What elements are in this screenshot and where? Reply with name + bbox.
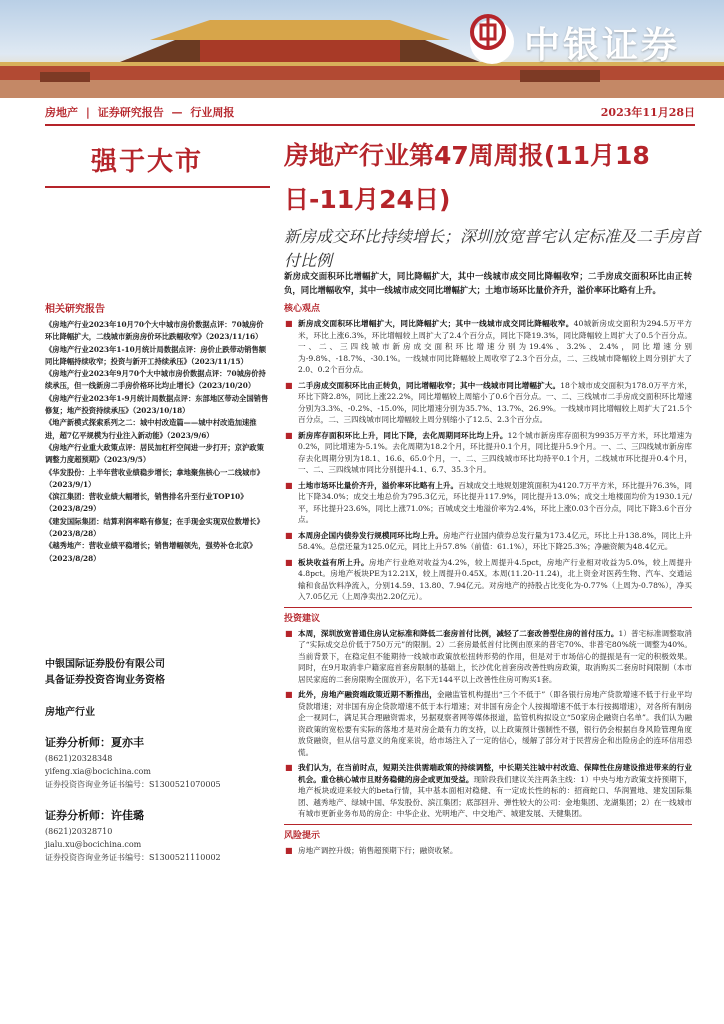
bullet-body: 百城成交土地规划建筑面积为4120.7万平方米，环比提升76.3%，同比下降34.0%；成交土地总价为795.3亿元，环比提升117.9%，同比提升13.0%；成交土地楼面均价为1930.1元/平，环比提升23.6%，同比上涨71.0%；百城成交土地溢价率为2.4%，环比上涨0.03个百分点，同比下降3.6个百分点。: [298, 480, 692, 525]
analyst-cert: 证券投资咨询业务证书编号：S1300521070005: [45, 780, 221, 789]
report-meta-bar: 房地产 | 证券研究报告 — 行业周报 2023年11月28日: [45, 100, 695, 124]
analyst-cert: 证券投资咨询业务证书编号：S1300521110002: [45, 853, 221, 862]
bullet-point: [284, 530, 692, 553]
bullet-body: 12个城市新房库存面积为9935万平方米，环比增速为0.2%，同比增速为-5.1%。去化周期为18.2个月，环比提升0.1个月，同比提升5.9个月。一、二、三四线城市新房库存去化周期分别为18.1、16.6、65.0个月，一、二、三四线城市环比均持平0.1个月，二线城市环比提升0.4个月，一、二、三四线城市同比分别提升4.1、6.7、35.3个月。: [298, 430, 692, 475]
analyst-phone: (8621)20328710: [45, 827, 113, 836]
analyst: [45, 807, 270, 864]
bullet-point: [284, 430, 692, 476]
page-title: 房地产行业第47周周报(11月18日-11月24日): [284, 141, 650, 214]
related-report-item[interactable]: 《房地产行业2023年1-10月统计局数据点评：房价止跌带动销售额同比降幅持续收窄；投资与新开工持续承压》（2023/11/15）: [45, 344, 266, 366]
divider: [45, 186, 270, 188]
related-report-item[interactable]: 《房地产行业重大政策点评：居民加杠杆空间进一步打开；京沪政策调整力度超预期》（2023/9/5）: [45, 442, 264, 465]
core-points: [284, 318, 692, 603]
related-report-item[interactable]: 《滨江集团：营收业绩大幅增长，销售排名升至行业TOP10》（2023/8/29）: [45, 492, 248, 514]
core-heading: 核心观点: [284, 304, 321, 315]
brand-name: 中银证券: [524, 24, 681, 66]
analyst-phone: (8621)20328348: [45, 754, 113, 763]
bullet-point: [284, 689, 692, 758]
summary: 新房成交面积环比增幅扩大，同比降幅扩大，其中一线城市成交同比降幅收窄；二手房成交面积环比由正转负，同比增幅收窄，其中一线城市成交同比增幅扩大；土地市场环比量价齐升，溢价率环比略有上升。: [284, 271, 692, 295]
bullet-body: 房地产行业绝对收益为4.2%，较上周提升4.5pct，房地产行业相对收益为5.0%，较上周提升4.8pct。房地产板块PE为12.21X，较上周提升0.45X。本周(11.20-11.24)，北上资金对医药生物、汽车、交通运输和食品饮料净流入，分别14.59、13.80、7.94亿元。对房地产的持股占比变化为-0.77%（上周为-0.78%），净买入7.05亿元（上周净卖出2.20亿元）。: [298, 557, 693, 602]
bullet-lead: 土地市场环比量价齐升，溢价率环比略有上升。: [298, 480, 459, 490]
firm-sector: 房地产行业: [45, 707, 95, 718]
divider: [284, 824, 692, 825]
bullet-point: [284, 318, 692, 376]
bullet-point: [284, 480, 692, 526]
analyst-role: 证券分析师：许佳璐: [45, 809, 144, 822]
related-heading: 相关研究报告: [45, 304, 105, 315]
bullet-point: [284, 762, 692, 820]
analyst-role: 证券分析师：夏亦丰: [45, 736, 144, 749]
bullet-point: [284, 380, 692, 426]
bullet-point: [284, 628, 692, 686]
analyst-email[interactable]: yifeng.xia@bocichina.com: [45, 767, 151, 776]
header-banner: [0, 0, 724, 98]
bullet-lead: 本周，深圳放宽普通住房认定标准和降低二套房首付比例，减轻了二套改善型住房的首付压力。: [298, 628, 619, 638]
firm-name: 中银国际证券股份有限公司: [45, 659, 165, 670]
related-list: [45, 319, 270, 565]
report-date: 2023年11月28日: [600, 106, 695, 119]
bullet-body: 40城新房成交面积为294.5万平方米，环比上涨6.3%，环比增幅较上周扩大了2.4个百分点，同比下降19.3%，同比降幅较上周扩大了0.5个百分点。一、二、三四线城市新房成交面积环比增速分别为19.4%、3.2%、2.4%，同比增速分别为-9.8%、-18.7%、-30.1%。一线城市同比降幅较上周收窄了2.3个百分点，二、三线城市降幅较上周分别扩大了2.0、0.2个百分点。: [298, 319, 692, 375]
rating: 强于大市: [91, 147, 204, 177]
bullet-body: 现阶段我们建议关注两条主线：1）中央与地方政策支持预期下，地产板块或迎来较大的beta行情，其中基本面相对稳健、有一定成长性的标的：招商蛇口、华润置地、建发国际集团、越秀地产、绿城中国、华发股份、滨江集团；底部回升、弹性较大的公司：金地集团、龙湖集团；2）在一线城市有城市更新业务布局的房企：中华企业、光明地产、中交地产、城建发展、天健集团。: [298, 774, 693, 819]
firm-info: [45, 657, 270, 864]
analyst-email[interactable]: jialu.xu@bocichina.com: [45, 840, 142, 849]
bullet-lead: 此外，房地产融资端政策近期不断推出，: [298, 690, 437, 700]
bullet-body: 房地产行业国内债券总发行量为173.4亿元，环比上升138.8%，同比上升58.4%。总偿还量为125.0亿元，同比上升57.8%（前值：61.1%），环比下降25.3%；净融资额为48.4亿元。: [298, 530, 692, 552]
category: 房地产: [45, 106, 78, 119]
bullet-lead: 新房库存面积环比上升，同比下降，去化周期同环比均上升。: [298, 430, 508, 440]
related-report-item[interactable]: 《房地产行业2023年10月70个大中城市房价数据点评：70城房价环比降幅扩大，二线城市新房房价环比跌幅收窄》（2023/11/16）: [45, 320, 264, 342]
report-type: 证券研究报告: [97, 106, 164, 119]
bullet-body: 1）普宅标准调整取消了“实际成交总价低于750万元”的限制。2）二套房最低首付比例由原来的普宅70%、非普宅80%统一调整为40%。当前背景下，在稳定但不能期待一线城市政策放松扭转形势的作用，但是对于市场信心的提振是有一定的积极效果。同时，在9月取消非户籍家庭首套房限制的基础上，长沙优化首套房改善性购房政策，取消购买二套房时间限制（本市居民家庭的二套房限购全面放开），名下无144平以上改善性住房可购买1套。: [298, 628, 692, 684]
bullet-lead: 二手房成交面积环比由正转负，同比增幅收窄；其中一线城市同比增幅扩大。: [298, 380, 561, 390]
bullet-point: [284, 557, 692, 603]
related-report-item[interactable]: 《华发股份：上半年营收业绩稳步增长；拿地聚焦核心一二线城市》（2023/9/1）: [45, 467, 264, 489]
invest-points: [284, 628, 692, 820]
related-report-item[interactable]: 《越秀地产：营收业绩平稳增长；销售增幅领先，强势补仓北京》（2023/8/28）: [45, 541, 257, 563]
bullet-body: 金融监管机构提出“三个不低于”（即各银行房地产贷款增速不低于行业平均贷款增速；对非国有房企贷款增速不低于本行增速；对非国有房企个人按揭增速不低于本行按揭增速），对各所有制房企一视同仁，满足其合理融资需求，另据观察者网等媒体报道，监管机构拟设立“50家房企融资白名单”。我们认为融资政策的宽松要有实际的落地才是对房企最有力的支持，以上政策预计强制性不强，银行仍会根据自身风险管理角度放贷融资，但从信号意义的角度来说，给市场注入了一定的信心，缓解了部分对于民营房企和出险房企的连环信用恐慌。: [298, 690, 692, 757]
firm-qualification: 具备证券投资咨询业务资格: [45, 675, 165, 686]
bullet-lead: 新房成交面积环比增幅扩大，同比降幅扩大；其中一线城市成交同比降幅收窄。: [298, 319, 574, 329]
report-kind: 行业周报: [190, 106, 235, 119]
boc-coin-icon: [470, 20, 514, 64]
invest-heading: 投资建议: [284, 613, 321, 624]
bullet-lead: 板块收益有所上升。: [298, 557, 369, 567]
risk-heading: 风险提示: [284, 830, 321, 841]
related-report-item[interactable]: 《地产新模式探索系列之二：城中村改造篇——城中村改造加速推进，超7亿平规模为行业注入新动能》（2023/9/6）: [45, 418, 257, 440]
page-subtitle: 新房成交环比持续增长；深圳放宽普宅认定标准及二手房首付比例: [284, 227, 701, 270]
bullet-body: 18个城市成交面积为178.0万平方米，环比下降2.8%，同比上涨22.2%，同比增幅较上周缩小了0.6个百分点。一、二、三线城市二手房成交面积环比增速分别为3.3%、-0.2%、-15.0%，同比增速分别为35.7%、13.7%、26.9%。一线城市同比增幅较上周扩大了21.5个百分点，二、三四线城市同比增幅较上周分别缩小了12.5、2.3个百分点。: [298, 380, 692, 425]
related-report-item[interactable]: 《房地产行业2023年1-9月统计局数据点评：东部地区带动全国销售修复；地产投资持续承压》（2023/10/18）: [45, 393, 269, 416]
related-report-item[interactable]: 《建发国际集团：结算利润率略有修复；在手现金实现双位数增长》（2023/8/28）: [45, 516, 264, 539]
bullet-lead: 我们认为，在当前时点，短期关注供需端政策的持续调整，中长期关注城中村改造、保障性住房建设推进带来的行业机会。重仓核心城市且财务稳健的房企或更加受益。: [298, 763, 692, 784]
bullet-lead: 本周房企国内债券发行规模同环比均上升。: [298, 530, 443, 540]
related-reports: [45, 300, 270, 565]
brand-logo: [470, 14, 720, 70]
main-content: [284, 270, 692, 860]
analyst: [45, 734, 270, 791]
related-report-item[interactable]: 《房地产行业2023年9月70个大中城市房价数据点评：70城房价持续承压，但一线新房二手房价格环比均止增长》（2023/10/20）: [45, 369, 266, 391]
divider: [284, 607, 692, 608]
risk-text: ■ 房地产调控升级；销售超预期下行；融资收紧。: [284, 845, 692, 857]
